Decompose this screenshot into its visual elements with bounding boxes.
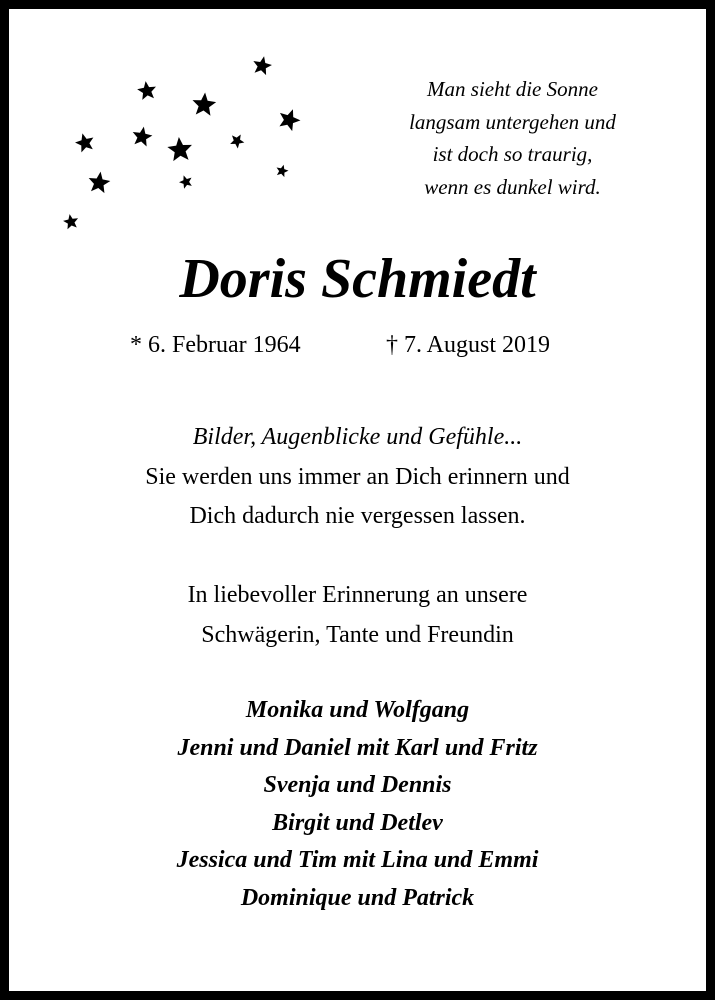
star-icon [136,80,157,101]
star-icon [87,170,112,194]
poem-line: wenn es dunkel wird. [424,174,601,199]
deceased-name: Doris Schmiedt [179,248,536,310]
star-icon [62,213,79,230]
star-icon [228,131,247,150]
quote [0,418,715,537]
mourner-name: Svenja und Dennis [263,772,452,799]
poem-line: langsam untergehen und [409,109,616,134]
poem-line: Man sieht die Sonne [427,77,598,101]
mourner-name: Monika und Wolfgang [245,697,470,723]
star-icon [73,131,96,153]
star-icon [167,136,194,162]
poem-line: ist doch so traurig, [432,142,593,166]
star-icon [191,92,217,117]
mourner-name: Dominique und Patrick [240,884,475,911]
quote-line: Sie werden uns immer an Dich erinnern und [145,463,570,490]
star-icon [251,54,273,76]
memory-line: In liebevoller Erinnerung an unsere [187,582,528,608]
poem [370,73,655,203]
mourner-name: Jessica und Tim mit Lina und Emmi [176,847,539,874]
star-icon [275,163,290,178]
memory-text [0,576,715,655]
quote-line: Bilder, Augenblicke und Gefühle... [192,424,523,450]
quote-line: Dich dadurch nie vergessen lassen. [189,503,526,529]
birth-date: * 6. Februar 1964 [130,332,301,358]
death-date: † 7. August 2019 [386,332,551,358]
mourner-name: Jenni und Daniel mit Karl und Fritz [177,734,538,761]
memory-line: Schwägerin, Tante und Freundin [201,621,514,648]
mourner-name: Birgit und Detlev [272,809,443,836]
star-icon [276,105,304,132]
star-icon [131,125,154,147]
star-icon [177,173,194,189]
mourners-list [0,692,715,918]
